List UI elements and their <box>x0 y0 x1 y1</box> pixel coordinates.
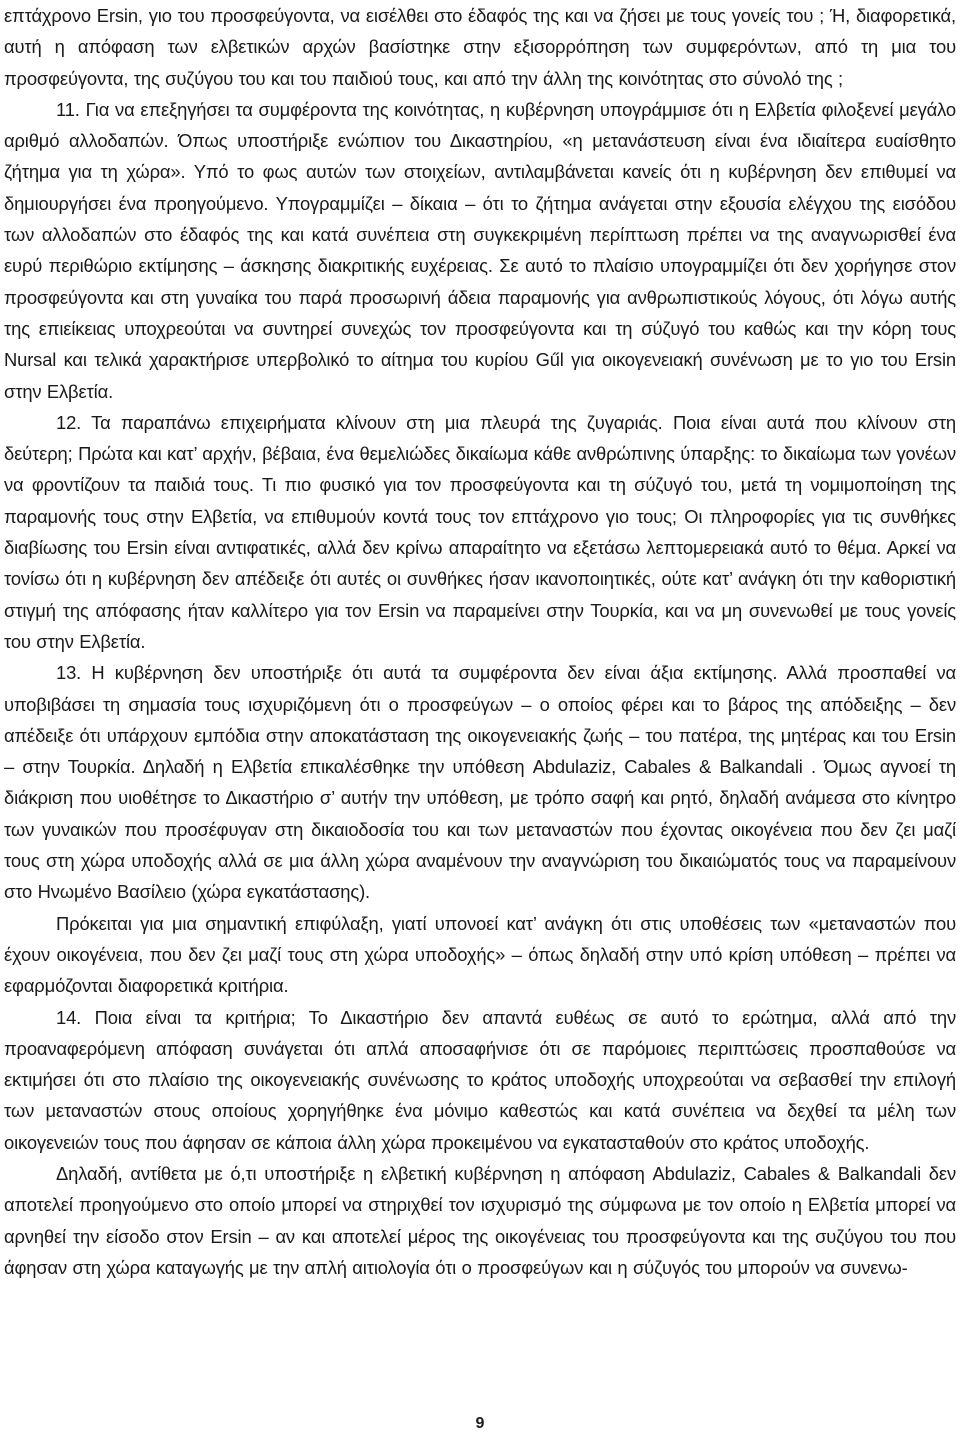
paragraph-12: 12. Τα παραπάνω επιχειρήματα κλίνουν στη μια πλευρά της ζυγαριάς. Ποια είναι αυτά που κλίνουν στη δεύτερη; Πρώτα και κατ’ αρχήν, βέβαια, ένα θεμελιώδες δικαίωμα κάθε ανθρώπινης ύπαρξης: το δικαίωμα των γονέων να φροντίζουν τα παιδιά τους. Τι πιο φυσικό για τον προσφεύγοντα και τη σύζυγό του, μετά τη νομιμοποίηση της παραμονής τους στην Ελβετία, να επιθυμούν κοντά τους τον επτάχρονο γιο τους; Οι πληροφορίες για τις συνθήκες διαβίωσης του Ersin είναι αντιφατικές, αλλά δεν κρίνω απαραίτητο να εξετάσω λεπτομερειακά αυτό το θέμα. Αρκεί να τονίσω ότι η κυβέρνηση δεν απέδειξε ότι αυτές οι συνθήκες ήσαν ικανοποιητικές, ούτε κατ’ ανάγκη ότι την καθοριστική στιγμή της απόφασης ήταν καλλίτερο για τον Ersin να παραμείνει στην Τουρκία, και να μη συνενωθεί με τους γονείς του στην Ελβετία. <box>4 411 956 652</box>
paragraph-continuation: επτάχρονο Ersin, γιο του προσφεύγοντα, να εισέλθει στο έδαφός της και να ζήσει με τους γονείς του ; Ή, διαφορετικά, αυτή η απόφαση των ελβετικών αρχών βασίστηκε στην εξισορρόπηση των συμφερόντων, από τη μια του προσφεύγοντα, της συζύγου του και του παιδιού τους, και από την άλλη της κοινότητας στο σύνολό της ; <box>4 5 956 89</box>
paragraph-14: 14. Ποια είναι τα κριτήρια; Το Δικαστήριο δεν απαντά ευθέως σε αυτό το ερώτημα, αλλά από την προαναφερόμενη απόφαση συνάγεται ότι απλά αποσαφήνισε ότι σε παρόμοιες περιπτώσεις προσπαθούσε να εκτιμήσει ότι στο πλαίσιο της οικογενειακής συνένωσης το κράτος υποδοχής υποχρεούται να σεβασθεί την επιλογή των μεταναστών στους οποίους χορηγήθηκε ένα μόνιμο καθεστώς και κατά συνέπεια να δεχθεί τα μέλη των οικογενειών τους που άφησαν σε κάποια άλλη χώρα προκειμένου να εγκατασταθούν στο κράτος υποδοχής. <box>4 1006 956 1153</box>
page-number: 9 <box>475 1415 485 1432</box>
document-body <box>4 0 956 1283</box>
paragraph-11: 11. Για να επεξηγήσει τα συμφέροντα της κοινότητας, η κυβέρνηση υπογράμμισε ότι η Ελβετία φιλοξενεί μεγάλο αριθμό αλλοδαπών. Όπως υποστήριξε ενώπιον του Δικαστηρίου, «η μετανάστευση είναι ένα ιδιαίτερα ευαίσθητο ζήτημα για τη χώρα». Υπό το φως αυτών των στοιχείων, αντιλαμβάνεται κανείς ότι η κυβέρνηση δεν επιθυμεί να δημιουργήσει ένα προηγούμενο. Υπογραμμίζει – δίκαια – ότι το ζήτημα ανάγεται στην εξουσία ελέγχου της εισόδου των αλλοδαπών στο έδαφός της και κατά συνέπεια στη συγκεκριμένη περίπτωση πρέπει να της αναγνωρισθεί ένα ευρύ περιθώριο εκτίμησης – άσκησης διακριτικής ευχέρειας. Σε αυτό το πλαίσιο υπογραμμίζει ότι δεν χορήγησε στον προσφεύγοντα και στη γυναίκα του παρά προσωρινή άδεια παραμονής για ανθρωπιστικούς λόγους, ότι λόγω αυτής της επιείκειας υποχρεούται να συντηρεί συνεχώς τον προσφεύγοντα και τη σύζυγό του καθώς και την κόρη τους Nursal και τελικά χαρακτήρισε υπερβολικό το αίτημα του κυρίου Gűl για οικογενειακή συνένωση με το γιο του Ersin στην Ελβετία. <box>4 98 956 402</box>
paragraph-13: 13. Η κυβέρνηση δεν υποστήριξε ότι αυτά τα συμφέροντα δεν είναι άξια εκτίμησης. Αλλά προσπαθεί να υποβιβάσει τη σημασία τους ισχυριζόμενη ότι ο προσφεύγων – ο οποίος φέρει και το βάρος της απόδειξης – δεν απέδειξε ότι υπάρχουν εμπόδια στην αποκατάσταση της οικογενειακής ζωής – του πατέρα, της μητέρας και του Ersin – στην Τουρκία. Δηλαδή η Ελβετία επικαλέσθηκε την υπόθεση Abdulaziz, Cabales & Balkandali . Όμως αγνοεί τη διάκριση που υιοθέτησε το Δικαστήριο σ’ αυτήν την υπόθεση, με τρόπο σαφή και ρητό, δηλαδή ανάμεσα στο κίνητρο των γυναικών που προσέφυγαν στη δικαιοδοσία του και των μεταναστών που έχοντας οικογένεια που δεν ζει μαζί τους στη χώρα υποδοχής αλλά σε μια άλλη χώρα αναμένουν την αναγνώριση του δικαιώματός τους να παραμείνουν στο Ηνωμένο Βασίλειο (χώρα εγκατάστασης). <box>4 662 956 903</box>
paragraph-14-continued: Δηλαδή, αντίθετα με ό,τι υποστήριξε η ελβετική κυβέρνηση η απόφαση Abdulaziz, Cabales & Balkandali δεν αποτελεί προηγούμενο στο οποίο μπορεί να στηριχθεί τον ισχυρισμό της σύμφωνα με τον οποίο η Ελβετία μπορεί να αρνηθεί την είσοδο στον Ersin – αν και αποτελεί μέρος της οικογένειας του προσφεύγοντα και της συζύγου του που άφησαν στη χώρα καταγωγής με την απλή αιτιολογία ότι ο προσφεύγων και η σύζυγός του μπορούν να συνενω- <box>4 1162 956 1278</box>
paragraph-13-continued: Πρόκειται για μια σημαντική επιφύλαξη, γιατί υπονοεί κατ’ ανάγκη ότι στις υποθέσεις των «μεταναστών που έχουν οικογένεια, που δεν ζει μαζί τους στη χώρα υποδοχής» – όπως δηλαδή στην υπό κρίση υπόθεση – πρέπει να εφαρμόζονται διαφορετικά κριτήρια. <box>4 912 956 997</box>
